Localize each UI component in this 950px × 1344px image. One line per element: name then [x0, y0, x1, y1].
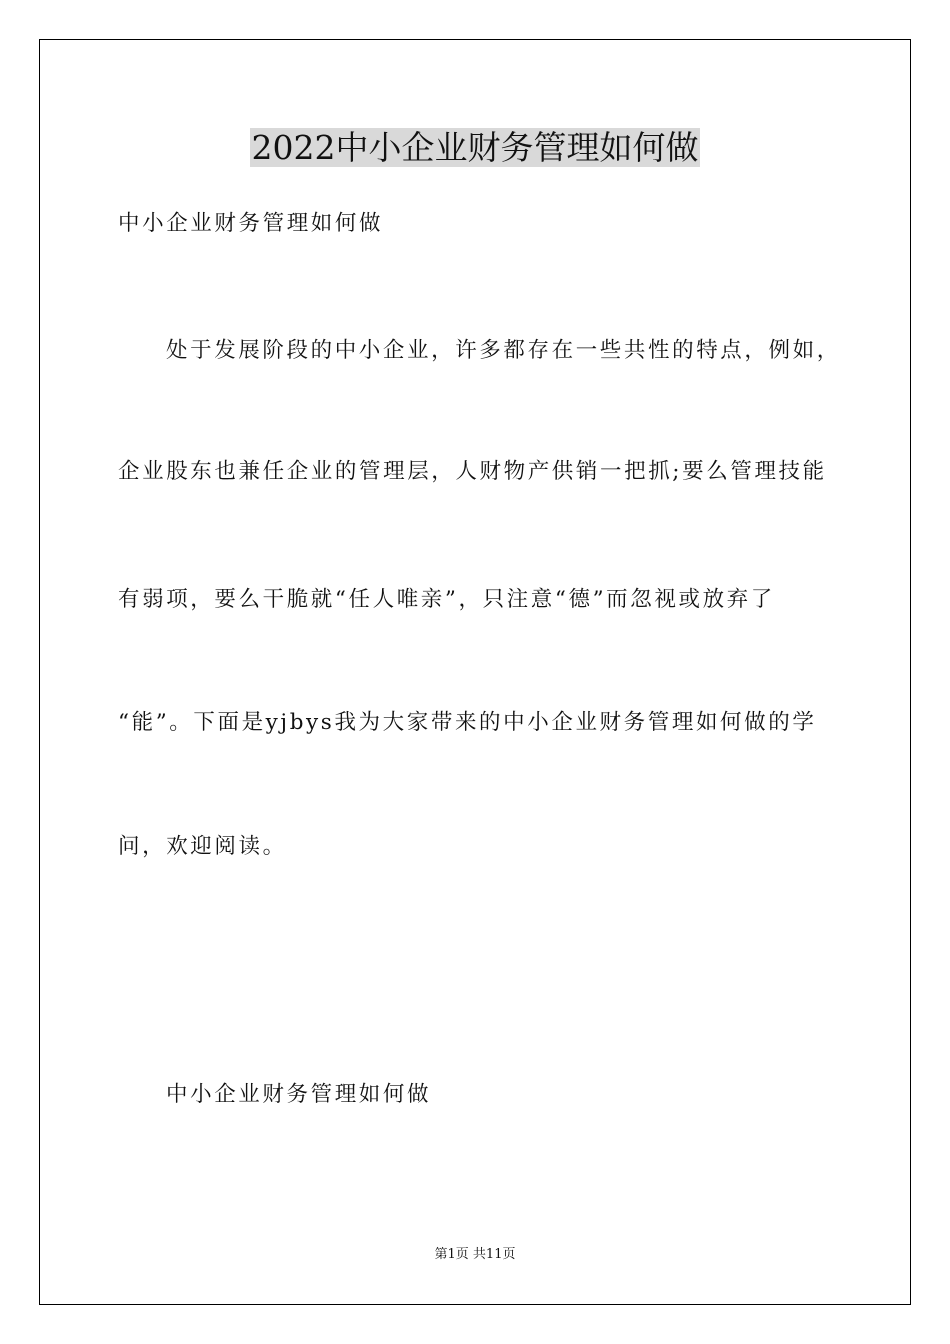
paragraph-line-5: 问，欢迎阅读。	[118, 834, 287, 859]
section-heading: 中小企业财务管理如何做	[166, 1082, 432, 1107]
page-number-footer: 第1页 共11页	[434, 1247, 516, 1262]
paragraph-line-3: 有弱项，要么干脆就“任人唯亲”，只注意“德”而忽视或放弃了	[118, 587, 775, 612]
paragraph-line-4: “能”。下面是yjbys我为大家带来的中小企业财务管理如何做的学	[118, 710, 817, 735]
document-subtitle: 中小企业财务管理如何做	[118, 211, 384, 236]
document-title	[0, 126, 950, 170]
document-title-text: 2022中小企业财务管理如何做	[251, 128, 699, 167]
paragraph-line-1: 处于发展阶段的中小企业，许多都存在一些共性的特点，例如，	[166, 338, 841, 363]
paragraph-line-2: 企业股东也兼任企业的管理层，人财物产供销一把抓;要么管理技能	[118, 459, 827, 484]
